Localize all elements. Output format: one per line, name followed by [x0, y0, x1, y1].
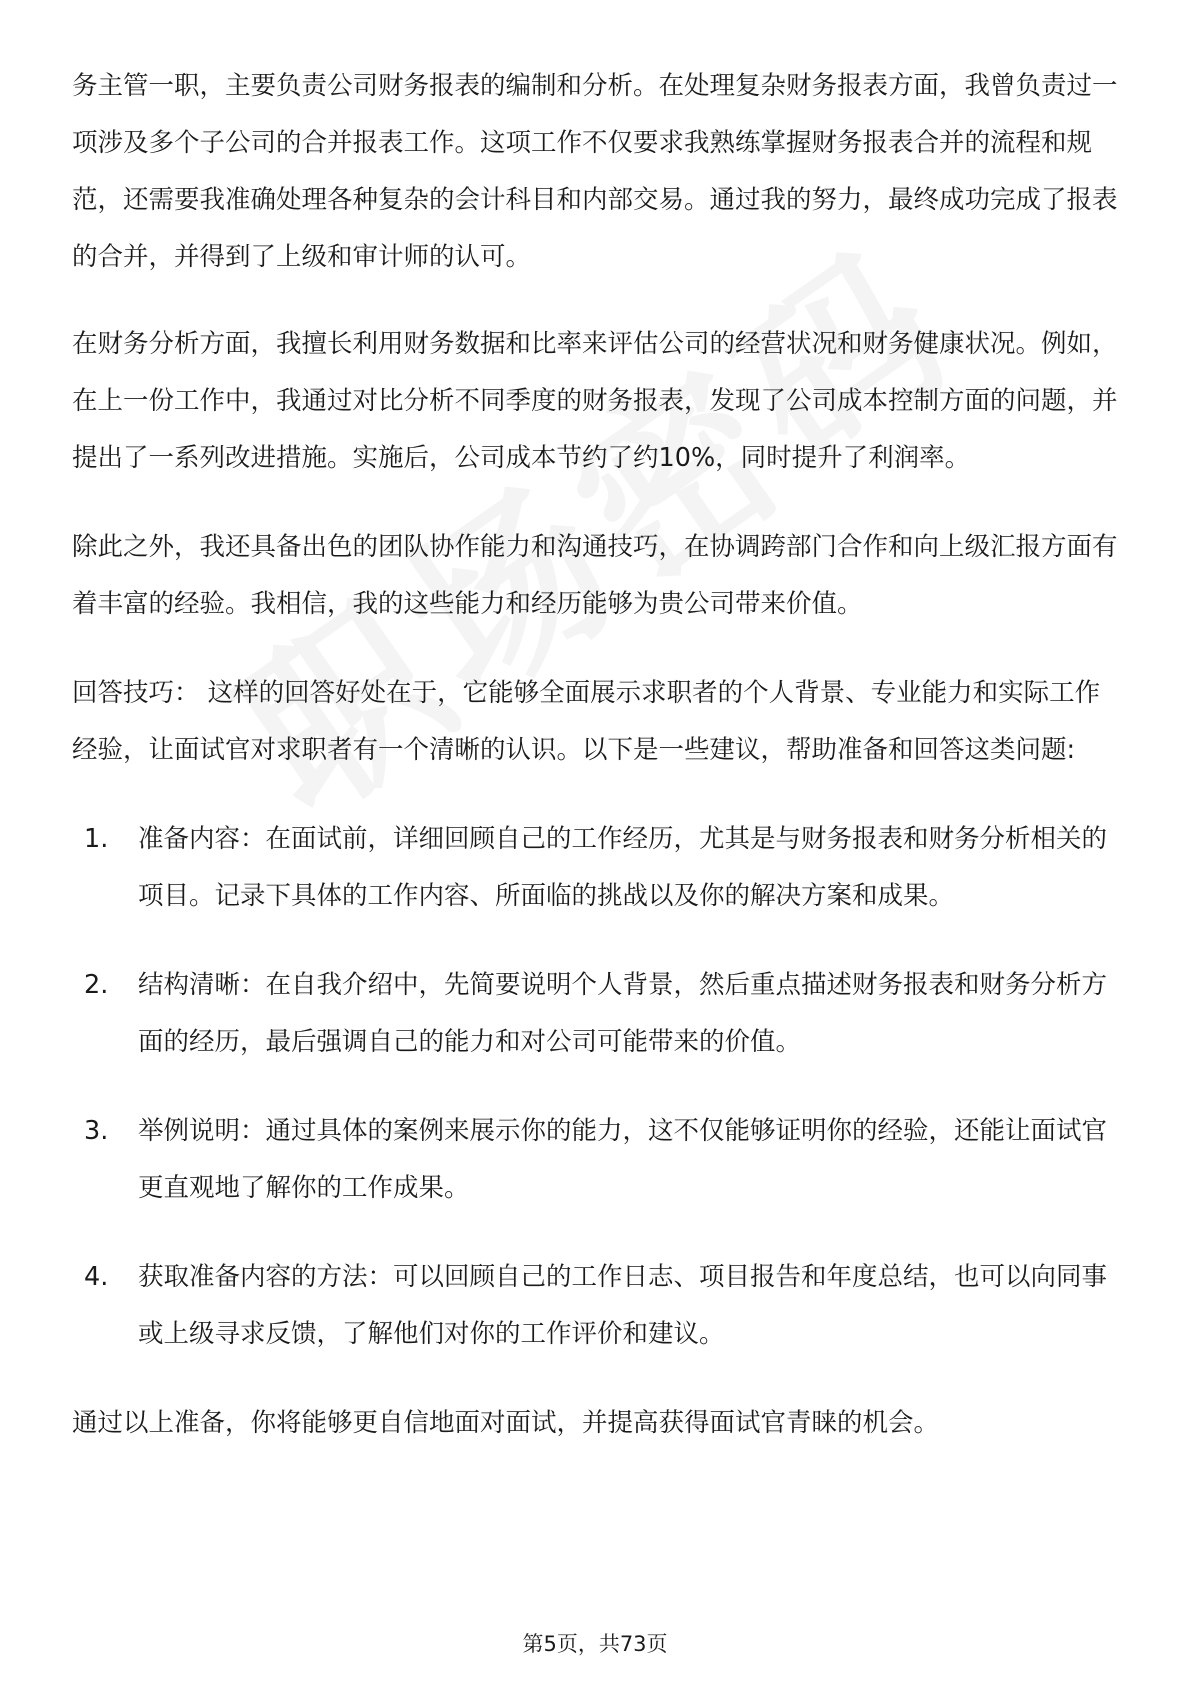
list-number: 3.: [84, 1116, 109, 1146]
paragraph-financial-analysis: 在财务分析方面，我擅长利用财务数据和比率来评估公司的经营状况和财务健康状况。例如，在上一份工作中，我通过对比分析不同季度的财务报表，发现了公司成本控制方面的问题，并提出了一系列改进措施。实施后，公司成本节约了约10%，同时提升了利润率。: [72, 329, 1118, 473]
list-item: [84, 1103, 1122, 1217]
list-item: [84, 811, 1122, 925]
list-number: 4.: [84, 1262, 109, 1292]
paragraph-teamwork: 除此之外，我还具备出色的团队协作能力和沟通技巧，在协调跨部门合作和向上级汇报方面有着丰富的经验。我相信，我的这些能力和经历能够为贵公司带来价值。: [72, 532, 1118, 619]
paragraph-closing: 通过以上准备，你将能够更自信地面对面试，并提高获得面试官青睐的机会。: [72, 1408, 940, 1438]
document-body: [72, 58, 1122, 1484]
list-item-text: 结构清晰：在自我介绍中，先简要说明个人背景，然后重点描述财务报表和财务分析方面的经历，最后强调自己的能力和对公司可能带来的价值。: [138, 970, 1108, 1057]
list-number: 2.: [84, 970, 109, 1000]
list-number: 1.: [84, 824, 109, 854]
tips-list: [72, 811, 1122, 1363]
list-item-text: 获取准备内容的方法：可以回顾自己的工作日志、项目报告和年度总结，也可以向同事或上级寻求反馈，了解他们对你的工作评价和建议。: [138, 1262, 1108, 1349]
list-item-text: 举例说明：通过具体的案例来展示你的能力，这不仅能够证明你的经验，还能让面试官更直观地了解你的工作成果。: [138, 1116, 1108, 1203]
paragraph-report-experience: 务主管一职，主要负责公司财务报表的编制和分析。在处理复杂财务报表方面，我曾负责过一项涉及多个子公司的合并报表工作。这项工作不仅要求我熟练掌握财务报表合并的流程和规范，还需要我准确处理各种复杂的会计科目和内部交易。通过我的努力，最终成功完成了报表的合并，并得到了上级和审计师的认可。: [72, 71, 1118, 272]
paragraph-answer-tips: 回答技巧： 这样的回答好处在于，它能够全面展示求职者的个人背景、专业能力和实际工作经验，让面试官对求职者有一个清晰的认识。以下是一些建议，帮助准备和回答这类问题:: [72, 678, 1101, 765]
list-item: [84, 1249, 1122, 1363]
list-item-text: 准备内容：在面试前，详细回顾自己的工作经历，尤其是与财务报表和财务分析相关的项目。记录下具体的工作内容、所面临的挑战以及你的解决方案和成果。: [138, 824, 1108, 911]
page-footer: 第5页，共73页: [522, 1632, 668, 1656]
list-item: [84, 957, 1122, 1071]
